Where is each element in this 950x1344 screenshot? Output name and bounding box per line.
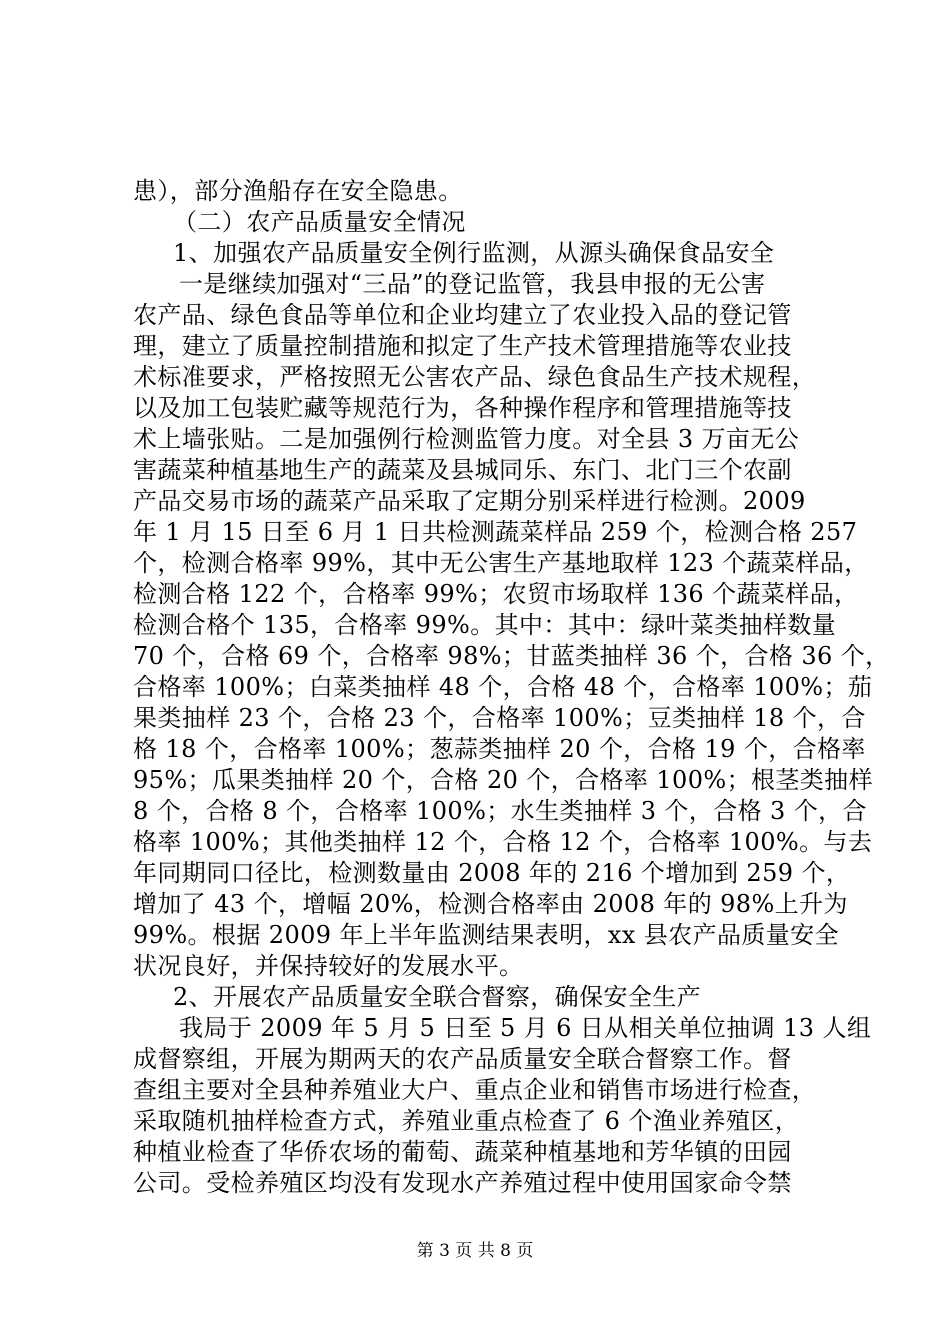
subsection-heading: 1、加强农产品质量安全例行监测，从源头确保食品安全: [173, 239, 775, 267]
text-line: 采取随机抽样检查方式，养殖业重点检查了 6 个渔业养殖区，: [133, 1107, 800, 1135]
text-line: 95%；瓜果类抽样 20 个，合格 20 个，合格率 100%；根茎类抽样: [133, 766, 873, 794]
text-line: 年 1 月 15 日至 6 月 1 日共检测蔬菜样品 259 个，检测合格 257: [133, 518, 858, 546]
text-line: 个，检测合格率 99%，其中无公害生产基地取样 123 个蔬菜样品，: [133, 549, 869, 577]
text-line: 格 18 个，合格率 100%；葱蒜类抽样 20 个，合格 19 个，合格率: [133, 735, 866, 763]
paragraph-start-line: 我局于 2009 年 5 月 5 日至 5 月 6 日从相关单位抽调 13 人组: [179, 1014, 872, 1042]
text-line: 状况良好，并保持较好的发展水平。: [133, 952, 524, 980]
text-line: 术标准要求，严格按照无公害农产品、绿色食品生产技术规程，: [133, 363, 817, 391]
section-heading: （二）农产品质量安全情况: [173, 208, 466, 236]
text-line: 产品交易市场的蔬菜产品采取了定期分别采样进行检测。2009: [133, 487, 806, 515]
text-line: 年同期同口径比，检测数量由 2008 年的 216 个增加到 259 个，: [133, 859, 851, 887]
text-line: 农产品、绿色食品等单位和企业均建立了农业投入品的登记管: [133, 301, 792, 329]
text-line: 术上墙张贴。二是加强例行检测监管力度。对全县 3 万亩无公: [133, 425, 800, 453]
page-number-label: 第 3 页 共 8 页: [416, 1241, 534, 1261]
text-line: 以及加工包装贮藏等规范行为，各种操作程序和管理措施等技: [133, 394, 792, 422]
subsection-heading: 2、开展农产品质量安全联合督察，确保安全生产: [173, 983, 702, 1011]
text-line: 检测合格 122 个，合格率 99%；农贸市场取样 136 个蔬菜样品，: [133, 580, 859, 608]
text-line: 查组主要对全县种养殖业大户、重点企业和销售市场进行检查，: [133, 1076, 817, 1104]
paragraph-start-line: 一是继续加强对“三品”的登记监管，我县申报的无公害: [179, 270, 766, 298]
text-line: 99%。根据 2009 年上半年监测结果表明，xx 县农产品质量安全: [133, 921, 839, 949]
text-line: 8 个，合格 8 个，合格率 100%；水生类抽样 3 个，合格 3 个，合: [133, 797, 867, 825]
text-line: 害蔬菜种植基地生产的蔬菜及县城同乐、东门、北门三个农副: [133, 456, 792, 484]
text-line: 成督察组，开展为期两天的农产品质量安全联合督察工作。督: [133, 1045, 792, 1073]
text-line: 种植业检查了华侨农场的葡萄、蔬菜种植基地和芳华镇的田园: [133, 1138, 792, 1166]
document-body: [133, 176, 890, 1199]
page-footer: [0, 1240, 950, 1262]
text-line: 检测合格个 135，合格率 99%。其中：其中：绿叶菜类抽样数量: [133, 611, 837, 639]
text-line: 合格率 100%；白菜类抽样 48 个，合格 48 个，合格率 100%；茄: [133, 673, 873, 701]
text-line: 70 个，合格 69 个，合格率 98%；甘蓝类抽样 36 个，合格 36 个，: [133, 642, 890, 670]
text-line: 公司。受检养殖区均没有发现水产养殖过程中使用国家命令禁: [133, 1169, 792, 1197]
text-line: 理，建立了质量控制措施和拟定了生产技术管理措施等农业技: [133, 332, 792, 360]
text-line: 患），部分渔船存在安全隐患。: [133, 177, 463, 205]
text-line: 果类抽样 23 个，合格 23 个，合格率 100%；豆类抽样 18 个，合: [133, 704, 866, 732]
text-line: 格率 100%；其他类抽样 12 个，合格 12 个，合格率 100%。与去: [133, 828, 873, 856]
text-line: 增加了 43 个，增幅 20%，检测合格率由 2008 年的 98%上升为: [133, 890, 848, 918]
